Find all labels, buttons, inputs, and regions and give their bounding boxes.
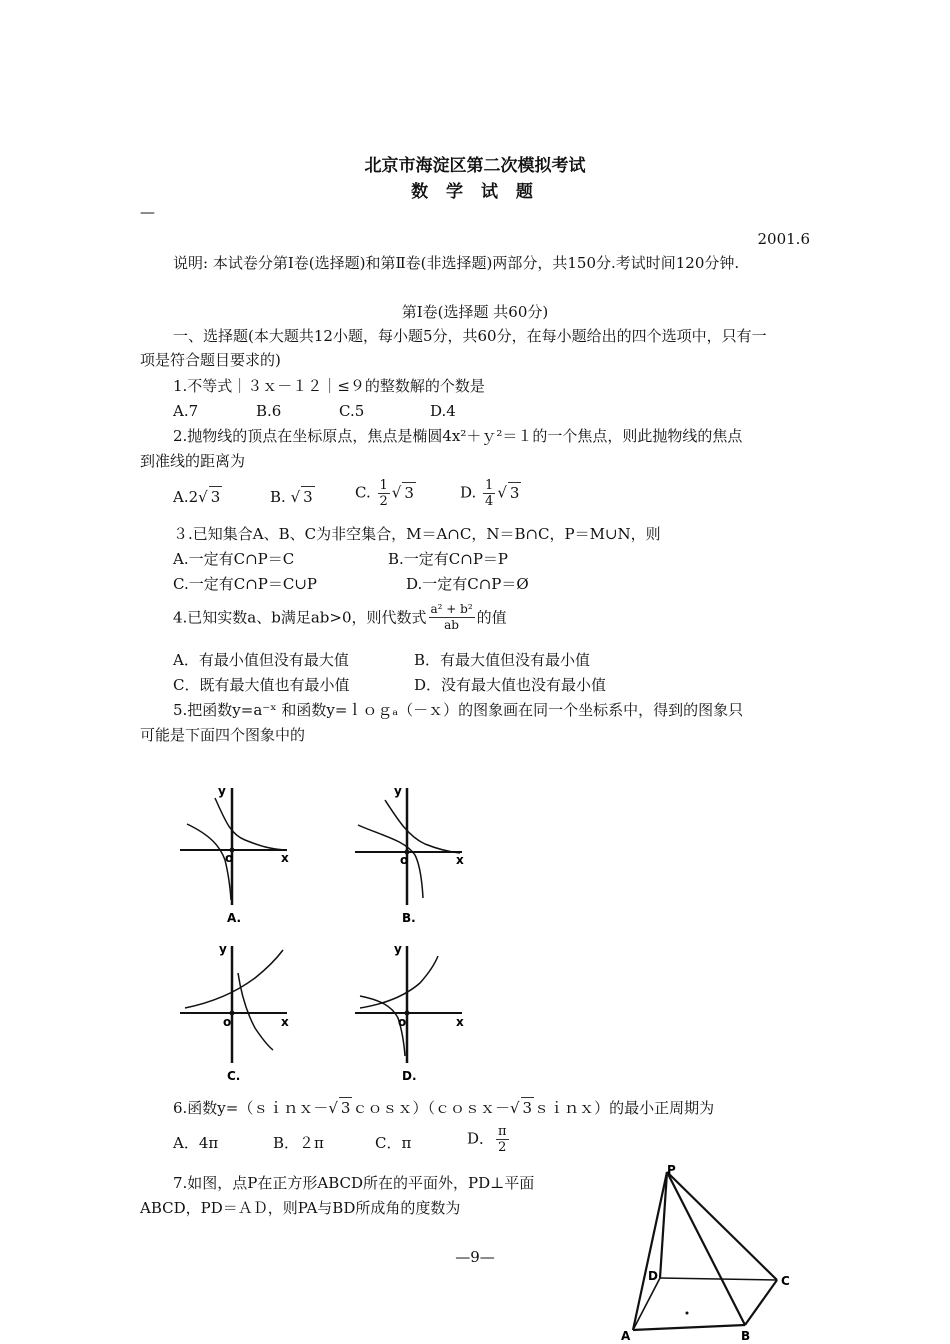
q2-a-label: A. [173,488,189,506]
header-dash: — [140,203,155,221]
q5-graph-a-label: A. [227,911,242,925]
q1-option-a: A.7 [173,402,199,420]
q3-stem: ３.已知集合A、B、C为非空集合，M＝A∩C，N＝B∩C，P＝M∪N，则 [173,525,661,543]
q4-stem-post: 的值 [476,608,507,627]
q2-option-b: B. √ 3 [270,488,313,506]
page-subtitle: 数 学 试 题 [411,182,539,202]
exam-note: 说明: 本试卷分第Ⅰ卷(选择题)和第Ⅱ卷(非选择题)两部分，共150分.考试时间120分钟. [173,254,740,272]
q1-option-c: C.5 [339,402,365,420]
q6-stem-pre: 6.函数y=（ｓｉｎｘ－ [173,1099,329,1117]
section-intro-2: 项是符合题目要求的) [140,351,281,369]
q2-d-num: 1 [485,478,494,493]
q2-c-radicand: 3 [404,483,414,502]
q7-label-a: A [621,1329,631,1343]
section-intro-1: 一、选择题(本大题共12小题，每小题5分，共60分，在每小题给出的四个选项中，只有一 [173,327,767,345]
q4-frac-den: ab [444,618,459,632]
q1-option-d: D.4 [430,402,456,420]
q3-option-a: A.一定有C∩P＝C [173,550,295,568]
q4-option-b: B．有最大值但没有最小值 [414,651,591,669]
q2-a-radicand: 3 [210,488,221,506]
q3-option-c: C.一定有C∩P＝C∪P [173,575,317,593]
q2-stem-2: 到准线的距离为 [140,452,246,470]
q5-stem-1: 5.把函数y=a⁻ˣ 和函数y=ｌｏｇₐ（－ｘ）的图象画在同一个坐标系中，得到的图象只 [173,701,744,719]
q2-c-num: 1 [379,478,388,493]
q6-stem-mid: ｃｏｓｘ）（ｃｏｓｘ－ [352,1099,510,1117]
q5-graph-b-origin: o [400,853,409,867]
q2-a-coef: 2 [188,488,199,506]
q4-stem-pre: 4.已知实数a、b满足ab>0，则代数式 [173,608,427,627]
q3-option-b: B.一定有C∩P＝P [388,550,509,568]
q2-option-d: D. $\frac{1}{4}$ √ 3 [460,478,520,509]
q6-d-num: π [498,1124,507,1139]
q7-label-c: C [781,1274,790,1288]
q5-graph-c-origin: o [223,1015,232,1029]
q7-label-p: P [667,1163,676,1177]
page-title: 北京市海淀区第二次模拟考试 [364,156,586,176]
q7-stem-1: 7.如图，点P在正方形ABCD所在的平面外，PD⊥平面 [173,1174,535,1192]
q5-graph-d-y: y [394,942,402,956]
q4-option-d: D．没有最大值也没有最小值 [414,676,607,694]
q5-graph-a-x: x [281,851,289,865]
q6-stem: 6.函数y=（ｓｉｎｘ－√ 3 ｃｏｓｘ）（ｃｏｓｘ－√ 3 ｓｉｎｘ）的最小正周期为 [173,1099,715,1117]
section-heading: 第Ⅰ卷(选择题 共60分) [401,303,549,321]
q6-option-b: B．２π [273,1134,324,1152]
q4-frac-num: a² + b² [430,602,473,616]
q5-graph-a-y: y [218,784,226,798]
q2-d-radicand: 3 [509,483,520,502]
q2-option-c: C. $\frac{1}{2}$ √ 3 [355,478,414,509]
q4-option-a: A．有最小值但没有最大值 [173,651,349,669]
q6-option-c: C．π [375,1134,412,1152]
q5-graph-c-y: y [219,942,227,956]
q2-stem-1: 2.抛物线的顶点在坐标原点，焦点是椭圆4x²＋ｙ²＝１的一个焦点，则此抛物线的焦点 [173,427,743,445]
q5-graph-d [350,938,470,1088]
q3-option-d: D.一定有C∩P＝Ø [406,575,529,593]
q5-graph-d-x: x [456,1015,464,1029]
q2-c-label: C. [355,483,371,502]
q7-label-d: D [648,1269,658,1283]
q7-label-b: B [741,1329,751,1343]
q5-graph-c-x: x [281,1015,289,1029]
q5-graph-a [175,780,295,930]
q5-graph-d-label: D. [402,1069,417,1083]
q5-graph-c [175,938,295,1088]
page-number: —9— [455,1248,495,1266]
q2-d-den: 4 [485,494,494,509]
q6-sqrt-2: 3 [522,1099,533,1117]
q5-graph-d-origin: o [398,1015,407,1029]
q5-graph-b [350,780,470,930]
q1-option-b: B.6 [256,402,282,420]
q6-d-den: 2 [498,1140,507,1155]
q4-stem [173,602,507,633]
q5-graph-c-label: C. [227,1069,241,1083]
q1-stem: 1.不等式｜３ｘ－１２｜≤９的整数解的个数是 [173,377,485,395]
exam-date: 2001.6 [757,230,810,248]
q5-graph-a-origin: o [225,851,234,865]
q6-d-label: D． [467,1129,495,1148]
q5-graph-b-y: y [394,784,402,798]
q2-option-a: A.2√ 3 [173,488,221,506]
q2-b-label: B. [270,488,286,506]
q6-option-a: A．4π [173,1134,219,1152]
q2-c-den: 2 [379,494,388,509]
q6-stem-post: ｓｉｎｘ）的最小正周期为 [534,1099,715,1117]
q5-graph-b-label: B. [402,911,416,925]
q7-stem-2: ABCD，PD＝ＡＤ，则PA与BD所成角的度数为 [140,1199,461,1217]
q5-stem-2: 可能是下面四个图象中的 [140,726,306,744]
q2-b-radicand: 3 [303,488,313,506]
q5-graph-b-x: x [456,853,464,867]
q2-d-label: D. [460,483,477,502]
q6-option-d [467,1124,511,1155]
q4-option-c: C．既有最大值也有最小值 [173,676,350,694]
q6-sqrt-1: 3 [340,1099,351,1117]
